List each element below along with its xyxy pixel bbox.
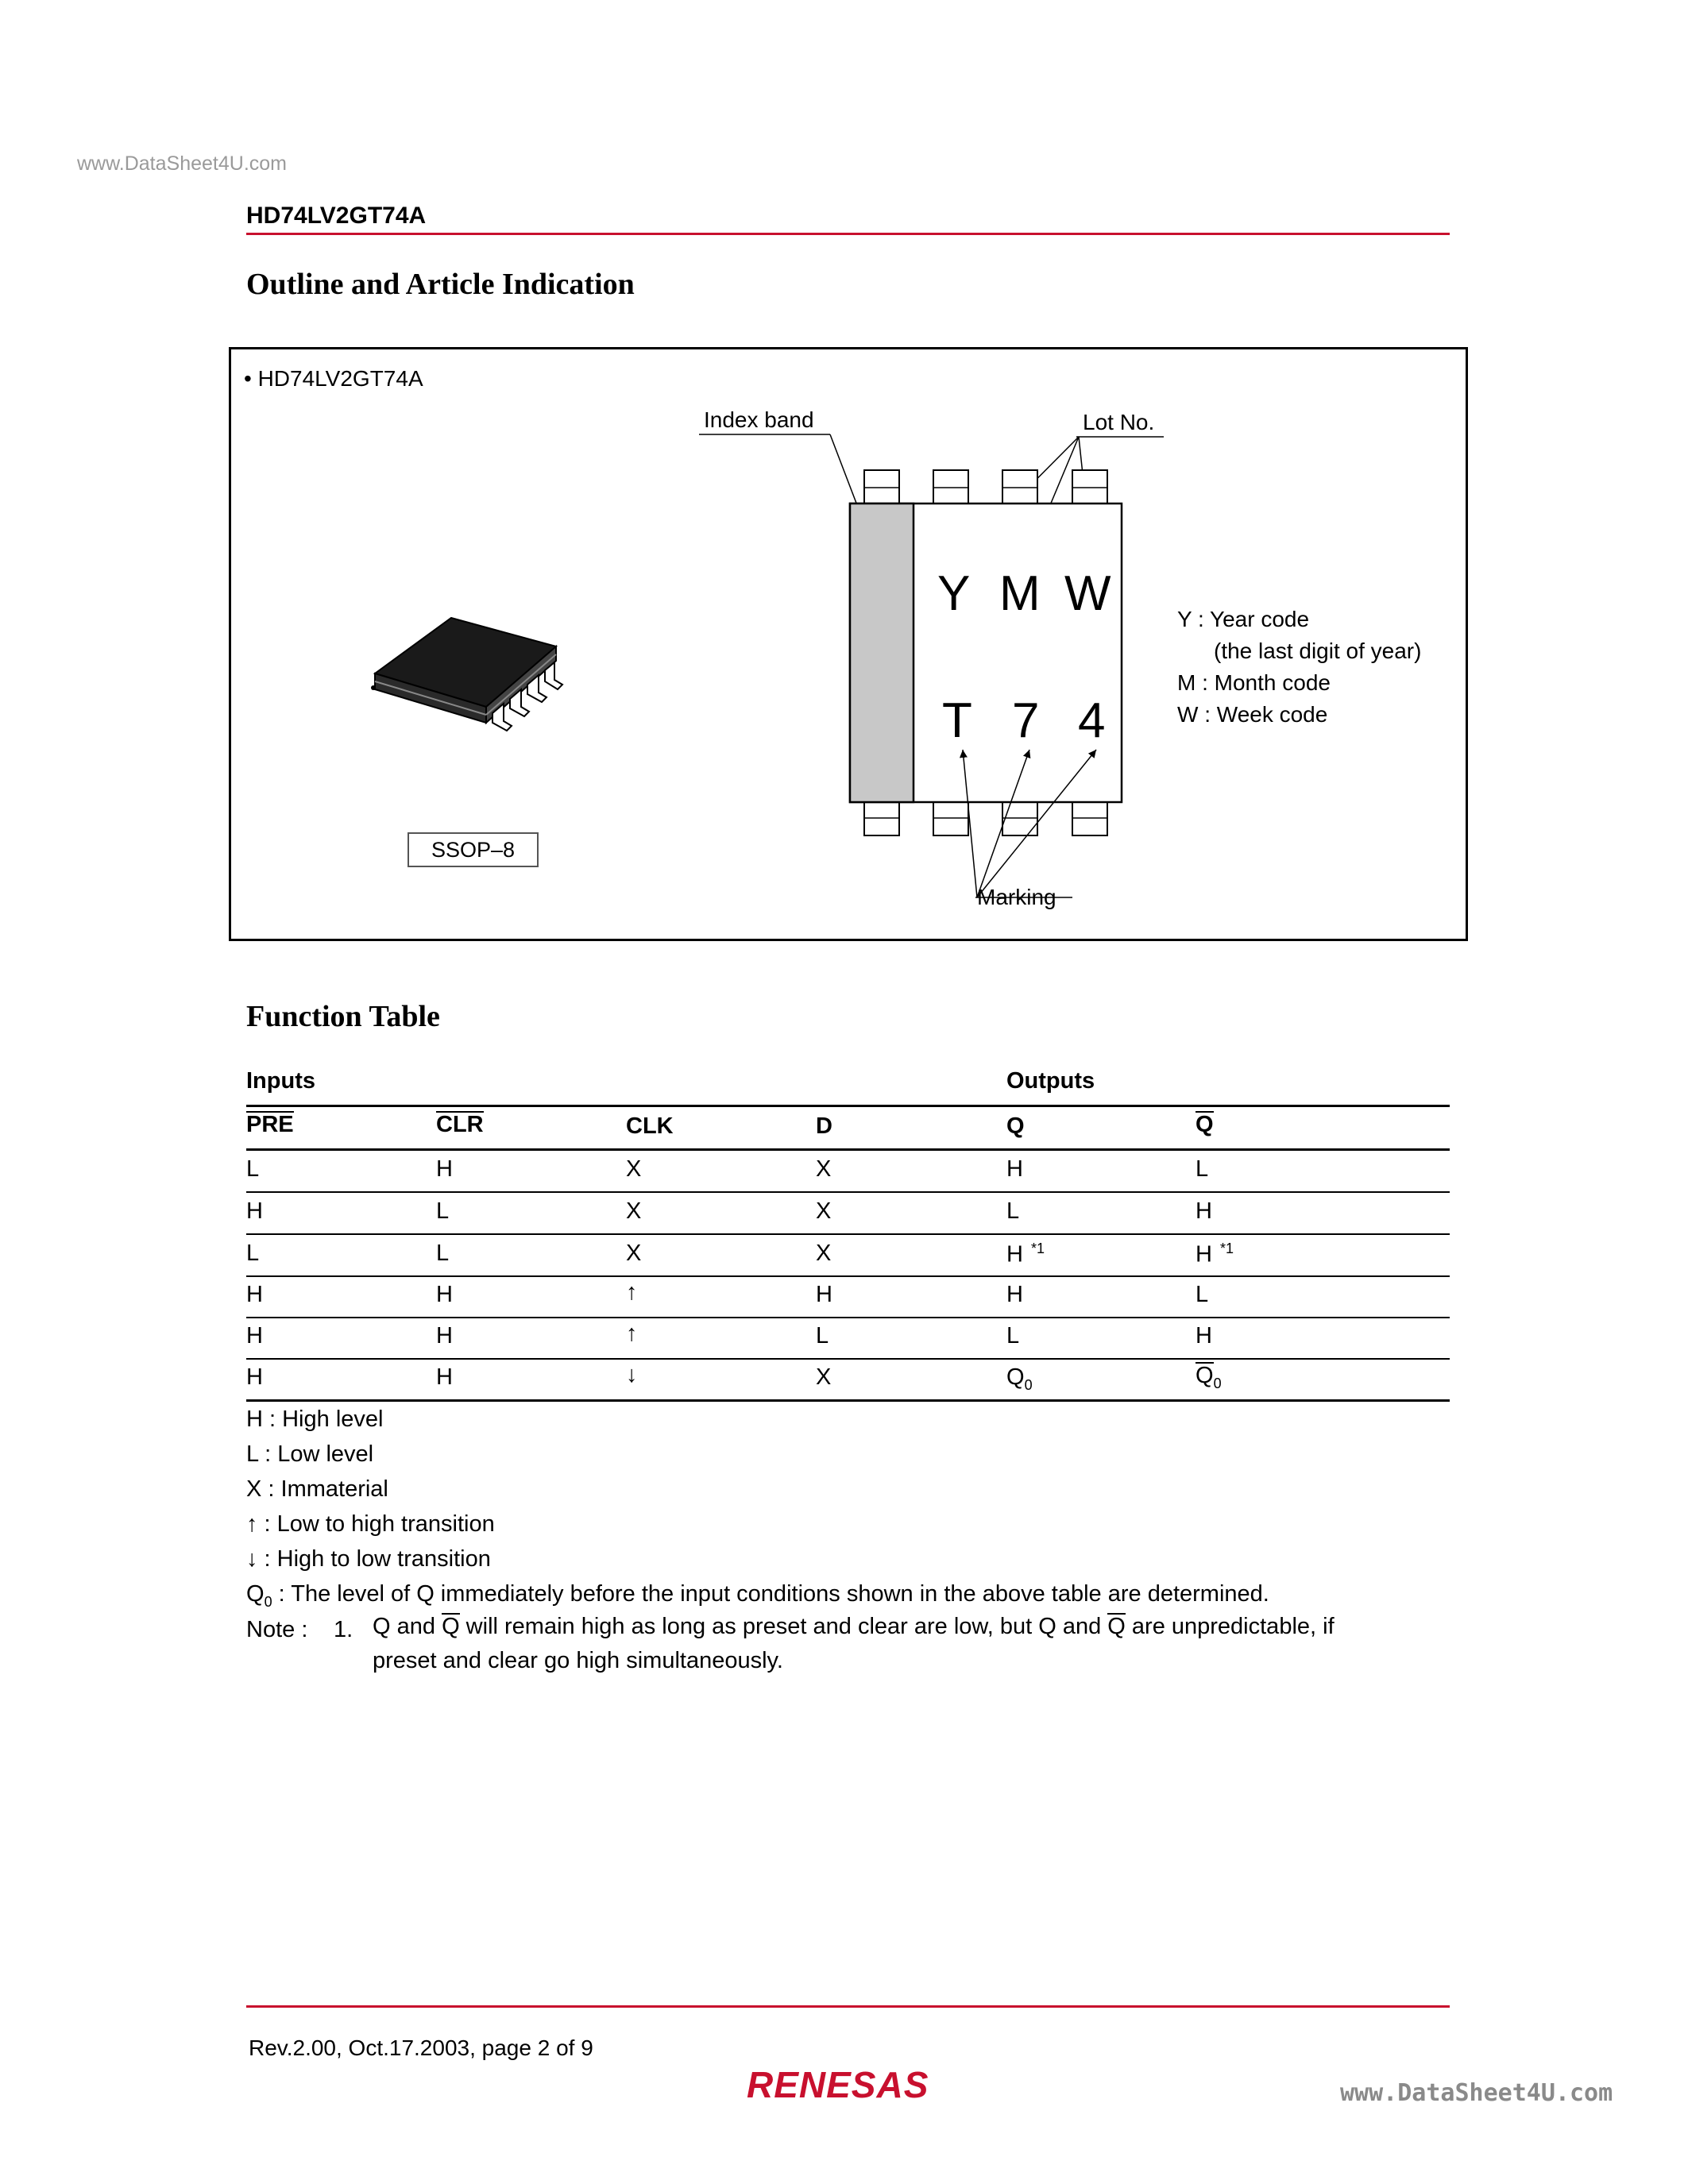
header-q: Q <box>1006 1113 1025 1139</box>
table-cell: X <box>816 1241 832 1266</box>
table-cell: L <box>1196 1282 1209 1307</box>
table-cell: L <box>1006 1323 1020 1349</box>
note-text-line2: preset and clear go high simultaneously. <box>373 1648 783 1673</box>
table-row-rule <box>246 1233 1450 1235</box>
table-cell: H $^{*1}$ <box>1006 1241 1045 1268</box>
legend-week: W : Week code <box>1177 702 1328 727</box>
marking-diagram <box>683 397 1192 929</box>
table-cell: H <box>246 1198 263 1224</box>
outline-title: Outline and Article Indication <box>246 268 635 301</box>
index-band-label: Index band <box>704 407 814 432</box>
renesas-logo: RENESAS <box>747 2064 929 2105</box>
header-q-bar: Q <box>1196 1112 1214 1137</box>
marking-t: T <box>942 693 972 748</box>
header-pre: PRE <box>246 1112 294 1137</box>
table-cell: L <box>816 1323 829 1349</box>
table-cell: $Q_0$ <box>1196 1363 1222 1391</box>
table-cell: $Q_0$ <box>1006 1364 1033 1393</box>
footer-rule <box>246 2005 1450 2008</box>
table-row-rule <box>246 1358 1450 1360</box>
table-cell: H <box>1006 1156 1023 1182</box>
table-cell: X <box>816 1364 832 1390</box>
table-cell: H <box>1196 1323 1212 1349</box>
marking-label: Marking <box>977 885 1056 909</box>
table-cell: L <box>1196 1156 1209 1182</box>
legend-l: L : Low level <box>246 1441 374 1467</box>
table-cell: X <box>626 1198 642 1224</box>
table-cell: L <box>246 1156 260 1182</box>
marking-4: 4 <box>1078 693 1106 748</box>
table-cell: H <box>246 1323 263 1349</box>
table-cell: H <box>246 1282 263 1307</box>
marking-m: M <box>999 566 1041 621</box>
marking-7: 7 <box>1012 693 1040 748</box>
outputs-label: Outputs <box>1006 1068 1095 1094</box>
note-label: Note : <box>246 1617 308 1642</box>
watermark-top[interactable]: www.DataSheet4U.com <box>77 152 288 175</box>
table-cell: L <box>1006 1198 1020 1224</box>
footnote-mark: *1 <box>1219 1241 1234 1256</box>
table-cell: L <box>436 1241 450 1266</box>
table-cell: L <box>246 1241 260 1266</box>
inputs-label: Inputs <box>246 1068 315 1094</box>
legend-year: Y : Year code <box>1177 607 1310 631</box>
header-clr: CLR <box>436 1112 484 1137</box>
header-clk: CLK <box>626 1113 674 1139</box>
table-cell: L <box>436 1198 450 1224</box>
footnote-mark: *1 <box>1030 1241 1045 1256</box>
header-d: D <box>816 1113 832 1139</box>
table-rule-top <box>246 1105 1450 1107</box>
table-row-rule <box>246 1317 1450 1318</box>
footer-revision: Rev.2.00, Oct.17.2003, page 2 of 9 <box>249 2035 593 2060</box>
top-pins <box>864 470 1107 505</box>
table-cell: X <box>816 1198 832 1224</box>
ssop8-package-illustration <box>365 612 580 747</box>
table-cell: ↓ <box>626 1362 638 1387</box>
marking-w: W <box>1064 566 1111 621</box>
function-table-title: Function Table <box>246 1000 440 1033</box>
part-number-header: HD74LV2GT74A <box>246 203 427 229</box>
table-cell: X <box>626 1156 642 1182</box>
lot-no-label: Lot No. <box>1083 410 1155 434</box>
table-cell: H $^{*1}$ <box>1196 1241 1234 1268</box>
note-text: Q and Q will remain high as long as preset and clear are low, but Q and Q are unpredictable, if <box>373 1614 1335 1639</box>
table-cell: H <box>1196 1198 1212 1224</box>
index-band <box>850 504 914 802</box>
table-cell: ↑ <box>626 1321 638 1346</box>
table-rule-header <box>246 1148 1450 1151</box>
table-cell: X <box>626 1241 642 1266</box>
legend-up: ↑ : Low to high transition <box>246 1511 495 1537</box>
table-cell: H <box>1006 1282 1023 1307</box>
legend-month: M : Month code <box>1177 670 1331 695</box>
legend-down: ↓ : High to low transition <box>246 1546 491 1572</box>
legend-q0: $Q_0$ : The level of Q immediately before the input conditions shown in the above table are determined. <box>246 1581 1269 1610</box>
table-cell: H <box>816 1282 832 1307</box>
note-number: 1. <box>334 1617 353 1642</box>
table-cell: ↑ <box>626 1279 638 1305</box>
legend-year-sub: (the last digit of year) <box>1214 639 1422 663</box>
header-rule <box>246 233 1450 235</box>
table-rule-bottom <box>246 1399 1450 1402</box>
table-cell: H <box>436 1364 453 1390</box>
package-label: SSOP–8 <box>408 832 539 867</box>
outline-bullet: • HD74LV2GT74A <box>244 366 423 391</box>
table-cell: H <box>436 1323 453 1349</box>
table-row-rule <box>246 1275 1450 1277</box>
table-cell: H <box>436 1156 453 1182</box>
table-row-rule <box>246 1191 1450 1193</box>
watermark-bottom[interactable]: www.DataSheet4U.com <box>1340 2079 1613 2107</box>
table-cell: H <box>246 1364 263 1390</box>
bottom-pins <box>864 801 1107 835</box>
marking-y: Y <box>937 566 971 621</box>
legend-h: H : High level <box>246 1406 384 1432</box>
table-cell: H <box>436 1282 453 1307</box>
legend-x: X : Immaterial <box>246 1476 388 1502</box>
table-cell: X <box>816 1156 832 1182</box>
